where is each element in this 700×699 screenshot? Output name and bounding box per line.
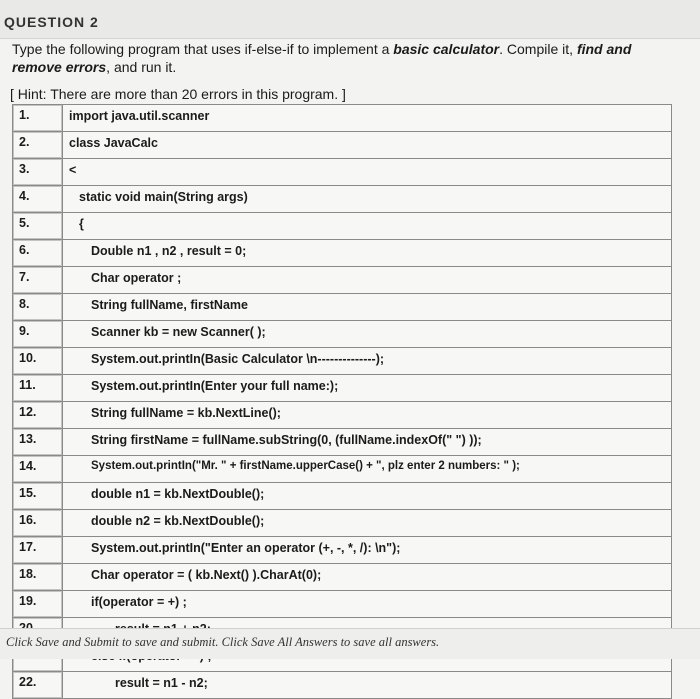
code-line	[13, 591, 672, 618]
code-text: String fullName = kb.NextLine();	[63, 402, 672, 429]
code-text: <	[63, 159, 672, 186]
line-number: 2.	[13, 132, 63, 159]
line-number: 13.	[13, 429, 63, 456]
code-line	[13, 672, 672, 699]
code-text: String firstName = fullName.subString(0, (fullName.indexOf(" ") ));	[63, 429, 672, 456]
code-line	[13, 240, 672, 267]
question-prompt	[12, 40, 682, 76]
line-number: 4.	[13, 186, 63, 213]
line-number: 15.	[13, 483, 63, 510]
line-number: 8.	[13, 294, 63, 321]
line-number: 5.	[13, 213, 63, 240]
prompt-text-2: . Compile it,	[499, 41, 577, 57]
code-text: static void main(String args)	[63, 186, 672, 213]
code-line	[13, 537, 672, 564]
question-title: QUESTION 2	[4, 14, 99, 30]
hint-text: [ Hint: There are more than 20 errors in this program. ]	[10, 86, 346, 102]
code-text: if(operator = +) ;	[63, 591, 672, 618]
code-text: Scanner kb = new Scanner( );	[63, 321, 672, 348]
code-line	[13, 294, 672, 321]
code-line	[13, 105, 672, 132]
code-line	[13, 429, 672, 456]
code-line	[13, 132, 672, 159]
code-text: class JavaCalc	[63, 132, 672, 159]
line-number: 9.	[13, 321, 63, 348]
line-number: 7.	[13, 267, 63, 294]
code-text: result = n1 - n2;	[63, 672, 672, 699]
line-number: 16.	[13, 510, 63, 537]
code-line	[13, 159, 672, 186]
code-line	[13, 564, 672, 591]
question-header	[0, 0, 700, 39]
code-text: String fullName, firstName	[63, 294, 672, 321]
code-line	[13, 267, 672, 294]
line-number: 22.	[13, 672, 63, 699]
prompt-text-3: , and run it.	[106, 59, 177, 75]
line-number: 19.	[13, 591, 63, 618]
code-line	[13, 510, 672, 537]
line-number: 6.	[13, 240, 63, 267]
code-text: double n2 = kb.NextDouble();	[63, 510, 672, 537]
code-text: System.out.printIn("Mr. " + firstName.upperCase() + ", plz enter 2 numbers: " );	[63, 456, 672, 483]
code-line	[13, 321, 672, 348]
prompt-text-1: Type the following program that uses if-else-if to implement a	[12, 41, 394, 57]
code-text: System.out.printIn(Enter your full name:);	[63, 375, 672, 402]
code-text: {	[63, 213, 672, 240]
code-text: Double n1 , n2 , result = 0;	[63, 240, 672, 267]
code-text: Char operator ;	[63, 267, 672, 294]
code-line	[13, 348, 672, 375]
line-number: 17.	[13, 537, 63, 564]
code-line	[13, 375, 672, 402]
line-number: 11.	[13, 375, 63, 402]
code-text: System.out.printIn("Enter an operator (+, -, *, /): \n");	[63, 537, 672, 564]
prompt-emphasis-1: basic calculator	[393, 41, 500, 57]
line-number: 3.	[13, 159, 63, 186]
line-number: 18.	[13, 564, 63, 591]
prompt-emphasis-2: find and remove errors	[12, 41, 632, 75]
footer-instructions: Click Save and Submit to save and submit. Click Save All Answers to save all answers.	[6, 635, 440, 649]
code-line	[13, 483, 672, 510]
line-number: 14.	[13, 456, 63, 483]
code-line	[13, 456, 672, 483]
line-number: 1.	[13, 105, 63, 132]
code-line	[13, 402, 672, 429]
code-table	[12, 104, 672, 699]
code-line	[13, 213, 672, 240]
code-text: System.out.printIn(Basic Calculator \n--------------);	[63, 348, 672, 375]
code-text: Char operator = ( kb.Next() ).CharAt(0);	[63, 564, 672, 591]
code-line	[13, 186, 672, 213]
line-number: 10.	[13, 348, 63, 375]
code-text: double n1 = kb.NextDouble();	[63, 483, 672, 510]
line-number: 12.	[13, 402, 63, 429]
footer-bar	[0, 628, 700, 659]
code-text: import java.util.scanner	[63, 105, 672, 132]
